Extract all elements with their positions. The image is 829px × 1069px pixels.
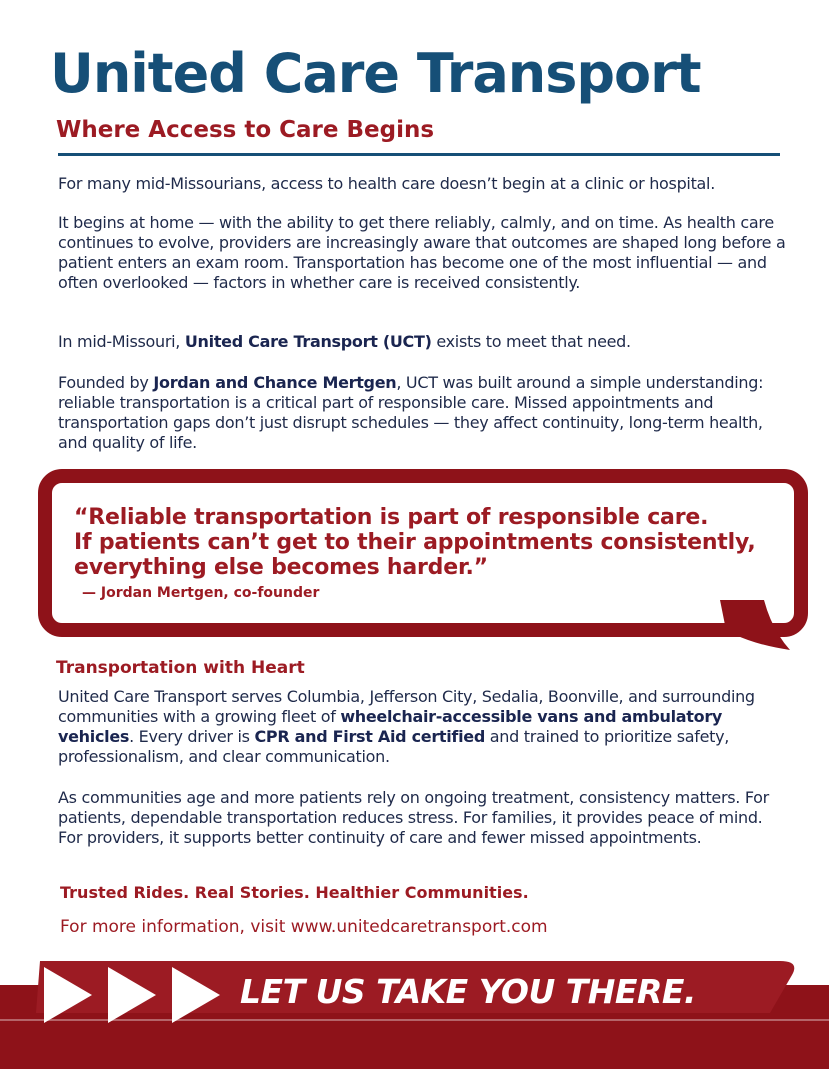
speech-bubble-tail <box>720 600 790 652</box>
page-title: United Care Transport <box>50 42 701 105</box>
more-info-line <box>60 917 548 937</box>
intro-3-text-a: In mid-Missouri, <box>58 332 185 351</box>
website-link[interactable]: www.unitedcaretransport.com <box>290 917 548 937</box>
tagline: Trusted Rides. Real Stories. Healthier Communities. <box>60 883 529 902</box>
intro-paragraph-4 <box>58 373 788 453</box>
footer-slogan: LET US TAKE YOU THERE. <box>240 972 696 1011</box>
quote-line-3: everything else becomes harder.” <box>74 555 488 580</box>
heart-1-text-c: . Every driver is <box>129 727 255 746</box>
heart-paragraph-2: As communities age and more patients rely on ongoing treatment, consistency matters. For patients, dependable transportation reduces stress. For families, it provides peace of mind. For providers, it supports better continuity of care and fewer missed appointments. <box>58 788 769 847</box>
pull-quote <box>74 505 774 580</box>
fleet-bold: wheelchair-accessible vans and ambulatory vehicles <box>58 707 723 746</box>
intro-4-text-a: Founded by <box>58 373 154 392</box>
heart-1-text-e: and trained to prioritize safety, professionalism, and clear communication. <box>58 727 730 766</box>
heart-paragraph-1 <box>58 687 788 767</box>
founders-bold: Jordan and Chance Mertgen <box>153 373 397 392</box>
intro-paragraph-1: For many mid-Missourians, access to health care doesn’t begin at a clinic or hospital. <box>58 174 715 193</box>
heart-1-text-a: United Care Transport serves Columbia, Jefferson City, Sedalia, Boonville, and surrounding communities with a growing fleet of <box>58 687 755 726</box>
intro-paragraph-2: It begins at home — with the ability to get there reliably, calmly, and on time. As health care continues to evolve, providers are increasingly aware that outcomes are shaped long before a patient enters an exam room. Transportation has become one of the most influential — and often overlooked — factors in whether care is received consistently. <box>58 213 786 292</box>
certification-bold: CPR and First Aid certified <box>254 727 485 746</box>
intro-3-text-b: exists to meet that need. <box>431 332 631 351</box>
quote-attribution: — Jordan Mertgen, co-founder <box>82 585 320 601</box>
more-info-prefix: For more information, visit <box>60 917 291 937</box>
uct-name-bold: United Care Transport (UCT) <box>184 332 432 351</box>
quote-line-1: “Reliable transportation is part of responsible care. <box>74 505 709 530</box>
quote-line-2: If patients can’t get to their appointments consistently, <box>74 530 756 555</box>
intro-paragraph-3 <box>58 332 788 352</box>
title-divider <box>58 153 780 156</box>
page-subtitle: Where Access to Care Begins <box>56 117 435 143</box>
intro-4-text-b: , UCT was built around a simple understanding: reliable transportation is a critical part of responsible care. Missed appointments and transportation gaps don’t just disrupt schedules — they affect continuity, long-term health, and quality of life. <box>58 373 764 452</box>
section-heading-heart: Transportation with Heart <box>56 658 305 678</box>
